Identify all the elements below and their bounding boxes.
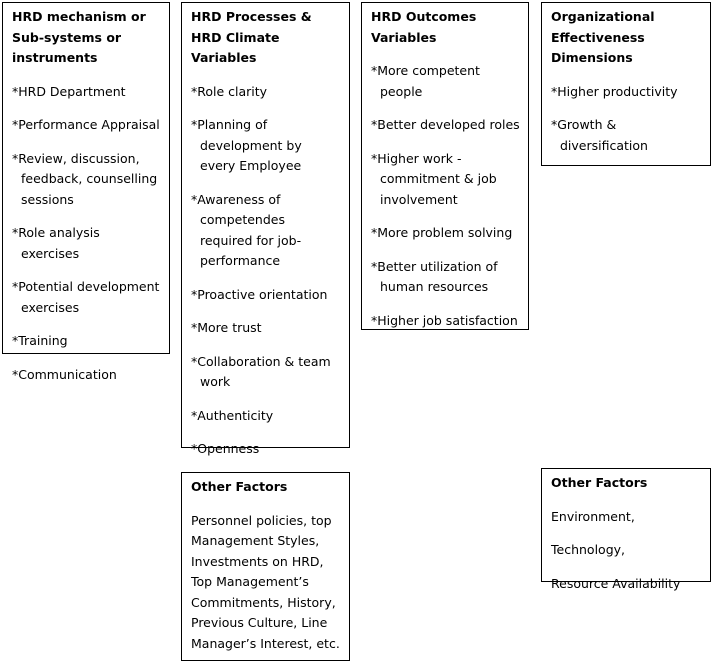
- box-title: Other Factors: [191, 479, 288, 494]
- list-item: *More trust: [191, 320, 262, 335]
- other-factor-line: Resource Availability: [551, 575, 681, 591]
- hrd-outcomes-box: [361, 2, 529, 330]
- list-item: *Collaboration & team work: [191, 353, 331, 389]
- other-factors-box-hrd: [181, 472, 350, 661]
- list-item: *Training: [12, 333, 68, 348]
- list-item: *Planning of development by every Employee: [191, 117, 302, 173]
- box-title: HRD Outcomes Variables: [371, 9, 477, 45]
- other-factors-text: Personnel policies, top Management Styles, Investments on HRD, Top Management’s Commitments, History, Previous Culture, Line Manager’s Interest, etc.: [191, 512, 340, 651]
- list-item: *Performance Appraisal: [12, 117, 160, 132]
- other-factors-box-org: [541, 468, 711, 591]
- hrd-mechanism-box: [2, 2, 170, 382]
- org-effectiveness-box: [541, 2, 711, 166]
- list-item: *Review, discussion, feedback, counselling sessions: [12, 150, 158, 207]
- box-title: Other Factors: [551, 475, 648, 490]
- list-item: *More problem solving: [371, 225, 513, 240]
- list-item: *Growth & diversification: [551, 117, 648, 153]
- list-item: *Higher work - commitment & job involvement: [371, 150, 497, 207]
- list-item: *Higher productivity: [551, 83, 678, 99]
- other-factor-line: Technology,: [551, 542, 625, 557]
- box-title: HRD Processes & HRD Climate Variables: [191, 9, 312, 65]
- list-item: *More competent people: [371, 63, 480, 99]
- list-item: *Openness: [191, 441, 260, 456]
- other-factor-line: Environment,: [551, 508, 635, 524]
- list-item: *Role analysis exercises: [12, 225, 100, 261]
- list-item: *Better utilization of human resources: [371, 258, 498, 294]
- box-title: HRD mechanism or Sub-systems or instruments: [12, 9, 146, 65]
- list-item: *Awareness of competendes required for job-performance: [191, 191, 302, 268]
- list-item: *HRD Department: [12, 83, 126, 99]
- box-title: Organizational Effectiveness Dimensions: [551, 9, 655, 65]
- list-item: *Role clarity: [191, 83, 268, 99]
- list-item: *Authenticity: [191, 407, 274, 423]
- list-item: *Potential development exercises: [12, 279, 160, 315]
- list-item: *Proactive orientation: [191, 286, 328, 302]
- hrd-processes-box: [181, 2, 350, 456]
- list-item: *Higher job satisfaction: [371, 312, 518, 328]
- list-item: *Better developed roles: [371, 117, 520, 132]
- list-item: *Communication: [12, 366, 117, 382]
